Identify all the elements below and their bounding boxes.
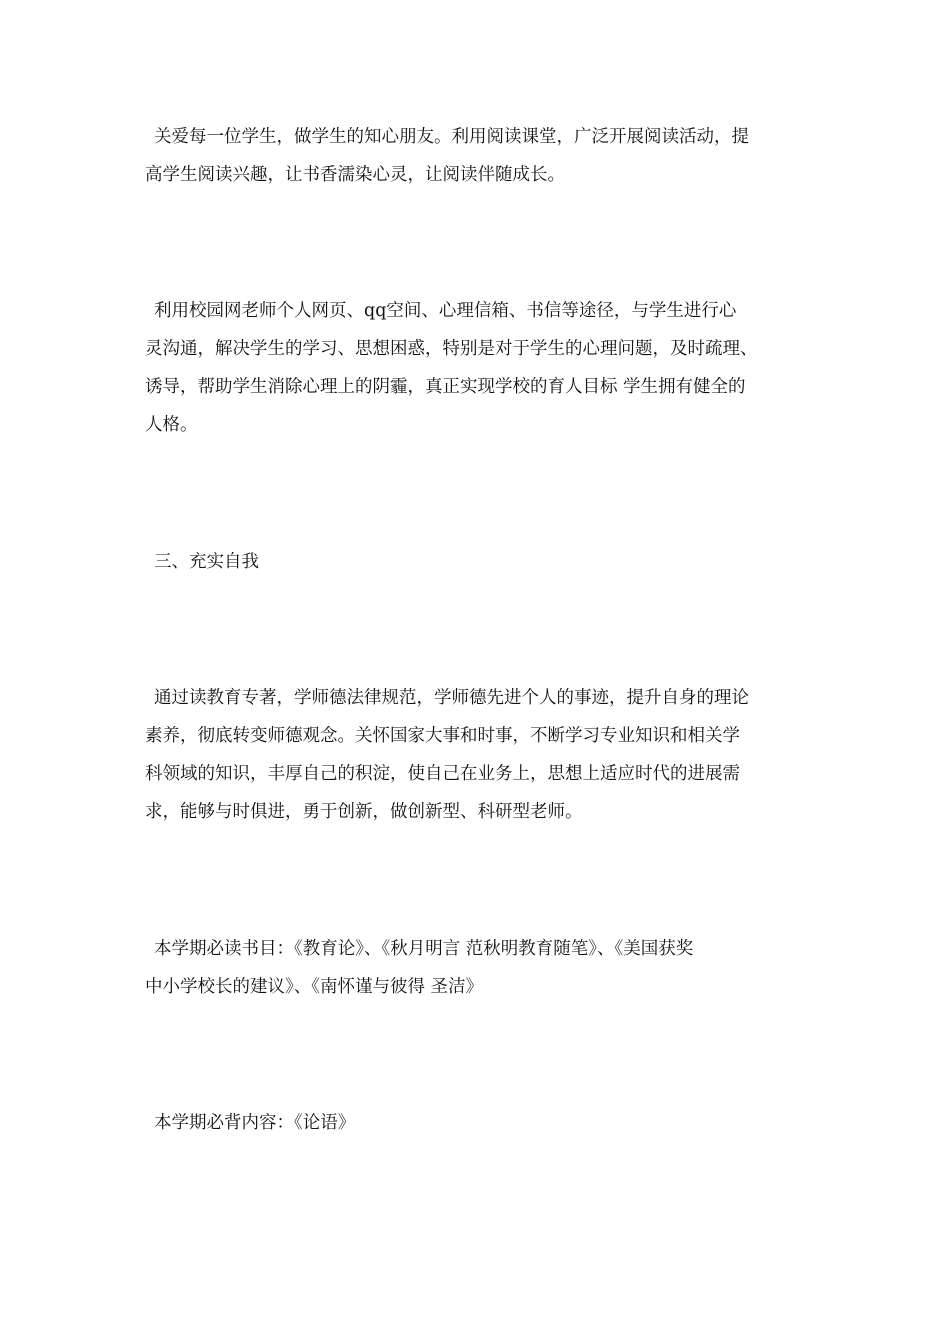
text-line: 灵沟通，解决学生的学习、思想困惑，特别是对于学生的心理问题，及时疏理、: [145, 339, 758, 359]
text-line: 科领域的知识，丰厚自己的积淀，使自己在业务上，思想上适应时代的进展需: [145, 764, 740, 784]
text-line: 诱导，帮助学生消除心理上的阴霾，真正实现学校的育人目标 学生拥有健全的: [145, 377, 746, 397]
text-line: 素养，彻底转变师德观念。关怀国家大事和时事，不断学习专业知识和相关学: [145, 726, 740, 746]
text-line: 本学期必背内容：《论语》: [154, 1113, 356, 1133]
heading-text: 三、充实自我: [154, 552, 259, 572]
paragraph-self-improvement: [145, 679, 810, 831]
paragraph-reading-list: [145, 930, 810, 1006]
paragraph-care-students: [145, 118, 810, 194]
text-line: 通过读教育专著，学师德法律规范，学师德先进个人的事迹，提升自身的理论: [154, 688, 749, 708]
text-line: 中小学校长的建议》、《南怀谨与彼得 圣洁》: [145, 977, 484, 997]
text-line: 高学生阅读兴趣，让书香濡染心灵，让阅读伴随成长。: [145, 165, 565, 185]
text-line: 人格。: [145, 415, 198, 435]
text-line: 关爱每一位学生，做学生的知心朋友。利用阅读课堂，广泛开展阅读活动，提: [154, 127, 749, 147]
text-line: 求，能够与时俱进，勇于创新，做创新型、科研型老师。: [145, 802, 583, 822]
paragraph-recitation: [145, 1104, 810, 1142]
text-line: 本学期必读书目：《教育论》、《秋月明言 范秋明教育随笔》、《美国获奖: [154, 939, 694, 959]
paragraph-communication: [145, 292, 810, 444]
text-line: 利用校园网老师个人网页、qq空间、心理信箱、书信等途径，与学生进行心: [154, 301, 737, 321]
section-heading: [145, 543, 810, 581]
